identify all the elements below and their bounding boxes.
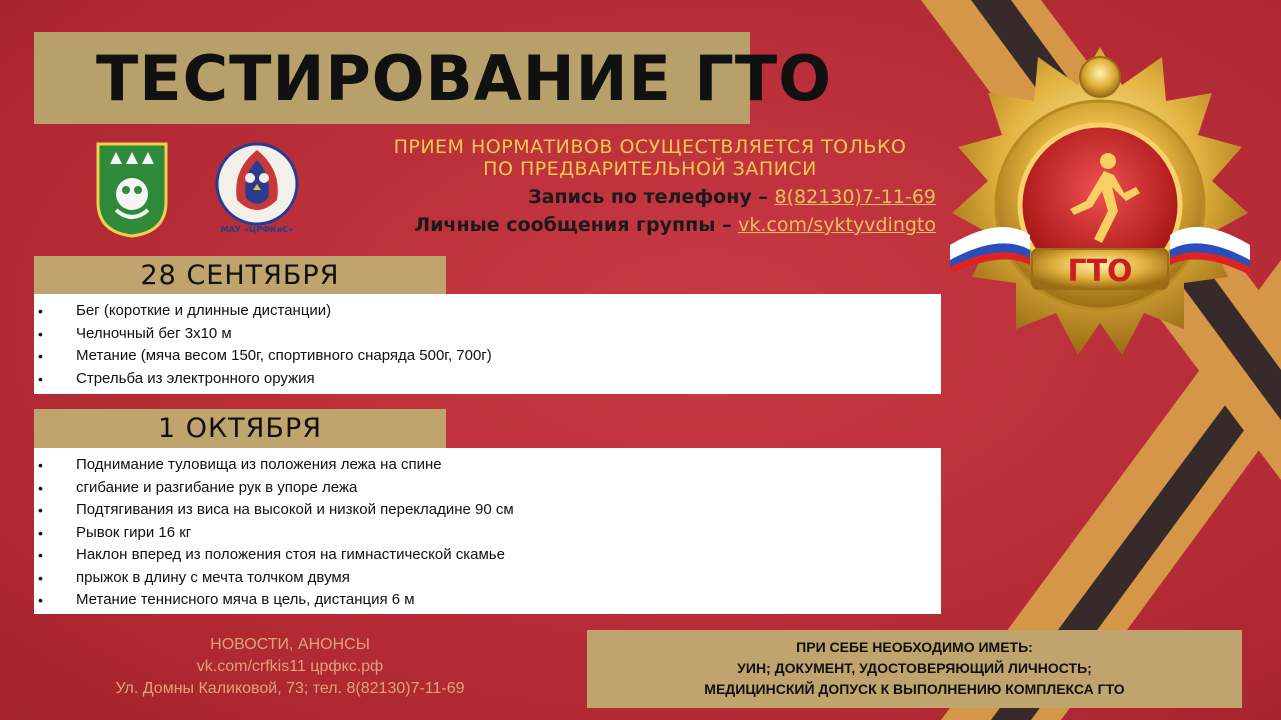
list-item: • Наклон вперед из положения стоя на гимнастической скамье — [76, 544, 941, 567]
org-logo-caption: МАУ «ЦРФКиС» — [220, 225, 294, 234]
list-item: • Метание (мяча весом 150г, спортивного снаряда 500г, 700г) — [76, 345, 941, 368]
phone-link[interactable]: 8(82130)7-11-69 — [774, 186, 936, 208]
footer-news-links[interactable]: vk.com/crfkis11 црфкс.рф — [196, 658, 384, 675]
list-item: • Челночный бег 3х10 м — [76, 323, 941, 346]
list-item: • Бег (короткие и длинные дистанции) — [76, 300, 941, 323]
session-list-2 — [34, 448, 941, 614]
requirements-title: ПРИ СЕБЕ НЕОБХОДИМО ИМЕТЬ: — [796, 639, 1033, 655]
gto-badge-icon — [945, 40, 1255, 370]
coat-of-arms-icon — [96, 142, 168, 238]
notice-line-2: ПО ПРЕДВАРИТЕЛЬНОЙ ЗАПИСИ — [483, 158, 817, 180]
list-item: • Рывок гири 16 кг — [76, 522, 941, 545]
list-item: • сгибание и разгибание рук в упоре лежа — [76, 477, 941, 500]
group-link[interactable]: vk.com/syktyvdingto — [738, 214, 936, 236]
footer-address: Ул. Домны Каликовой, 73; тел. 8(82130)7-11-69 — [115, 680, 465, 697]
footer-news — [60, 634, 520, 700]
owl-logo-icon — [212, 140, 302, 236]
list-item: • Поднимание туловища из положения лежа на спине — [76, 454, 941, 477]
date-tab-1: 28 СЕНТЯБРЯ — [34, 256, 446, 296]
phone-line — [330, 186, 936, 208]
notice-line-1: ПРИЕМ НОРМАТИВОВ ОСУЩЕСТВЛЯЕТСЯ ТОЛЬКО — [393, 136, 907, 158]
notice-block — [300, 136, 1000, 180]
group-line — [330, 214, 936, 236]
session-list-1 — [34, 294, 941, 394]
list-item: • Стрельба из электронного оружия — [76, 368, 941, 391]
requirements-line-1: УИН; ДОКУМЕНТ, УДОСТОВЕРЯЮЩИЙ ЛИЧНОСТЬ; — [737, 660, 1092, 676]
requirements-line-2: МЕДИЦИНСКИЙ ДОПУСК К ВЫПОЛНЕНИЮ КОМПЛЕКСА ГТО — [704, 681, 1125, 697]
phone-label: Запись по телефону – — [528, 186, 775, 208]
requirements-box — [587, 630, 1242, 708]
badge-label: ГТО — [1067, 254, 1133, 289]
list-item: • прыжок в длину с мечта толчком двумя — [76, 567, 941, 590]
list-item: • Метание теннисного мяча в цель, дистанция 6 м — [76, 589, 941, 612]
title-banner — [34, 32, 832, 124]
list-item: • Подтягивания из виса на высокой и низкой перекладине 90 см — [76, 499, 941, 522]
group-label: Личные сообщения группы – — [414, 214, 739, 236]
page-title: ТЕСТИРОВАНИЕ ГТО — [96, 42, 832, 115]
date-tab-2: 1 ОКТЯБРЯ — [34, 409, 446, 449]
footer-news-title: НОВОСТИ, АНОНСЫ — [210, 636, 370, 653]
